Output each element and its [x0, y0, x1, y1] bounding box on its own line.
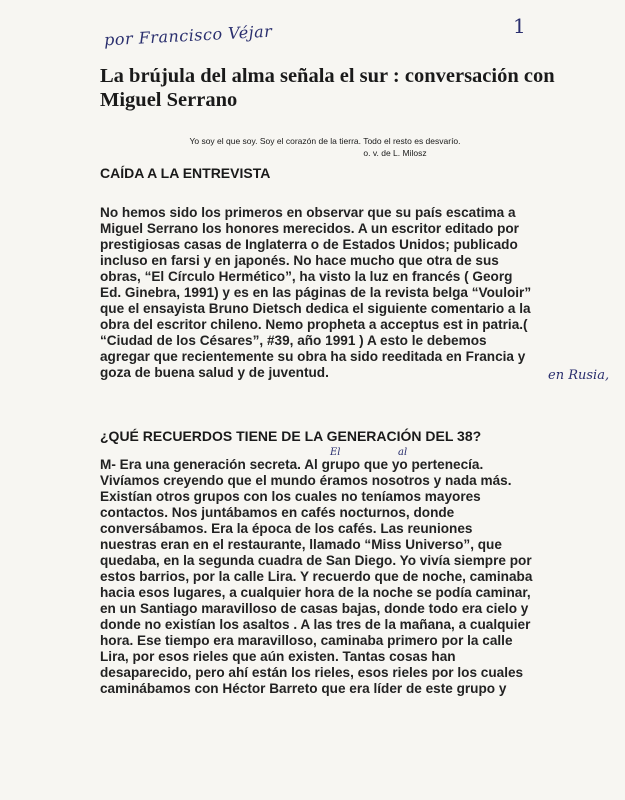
text-line: hacia esos lugares, a cualquier hora de la noche se podía caminar,	[100, 585, 531, 600]
text-line: obra del escritor chileno. Nemo propheta a acceptus est in patria.(	[100, 317, 528, 332]
text-line: Existían otros grupos con los cuales no teníamos mayores	[100, 489, 481, 504]
epigraph	[140, 135, 510, 159]
text-line: donde no existían los asaltos . A las tres de la mañana, a cualquier	[100, 617, 531, 632]
handwritten-author-note: por Francisco Véjar	[103, 21, 273, 50]
section-heading-generacion: ¿QUÉ RECUERDOS TIENE DE LA GENERACIÓN DEL 38?	[100, 428, 482, 444]
text-line: agregar que recientemente su obra ha sido reeditada en Francia y	[100, 349, 526, 364]
text-line: en un Santiago maravilloso de casas bajas, donde todo era cielo y	[100, 601, 529, 616]
section-body-generacion	[100, 457, 533, 697]
epigraph-attribution: o. v. de L. Milosz	[363, 148, 427, 158]
handwritten-insert-rusia: en Rusia,	[548, 368, 610, 383]
text-line: M- Era una generación secreta. Al grupo que yo pertenecía.	[100, 457, 484, 472]
section-body-caida	[100, 205, 532, 381]
text-line: prestigiosas casas de Inglaterra o de Estados Unidos; publicado	[100, 237, 518, 252]
text-line: goza de buena salud y de juventud.	[100, 365, 329, 380]
epigraph-quote: Yo soy el que soy. Soy el corazón de la tierra. Todo el resto es desvarío.	[189, 136, 461, 146]
text-line: Lira, por esos rieles que aún existen. Tantas cosas han	[100, 649, 456, 664]
text-line: “Ciudad de los Césares”, #39, año 1991 ) A esto le debemos	[100, 333, 487, 348]
page-number: 1	[513, 14, 526, 38]
text-line: No hemos sido los primeros en observar que su país escatima a	[100, 205, 516, 220]
text-line: obras, “El Círculo Hermético”, ha visto la luz en francés ( Georg	[100, 269, 513, 284]
text-line: estos barrios, por la calle Lira. Y recuerdo que de noche, caminaba	[100, 569, 533, 584]
section-heading-caida: CAÍDA A LA ENTREVISTA	[100, 165, 271, 181]
text-line: nuestras eran en el restaurante, llamado “Miss Universo”, que	[100, 537, 502, 552]
text-line: quedaba, en la segunda cuadra de San Diego. Yo vivía siempre por	[100, 553, 532, 568]
text-line: hora. Ese tiempo era maravilloso, caminaba primero por la calle	[100, 633, 513, 648]
handwritten-correction-el: El	[330, 447, 341, 458]
text-line: Ed. Ginebra, 1991) y es en las páginas de la revista belga “Vouloir”	[100, 285, 532, 300]
text-line: caminábamos con Héctor Barreto que era líder de este grupo y	[100, 681, 507, 696]
text-line: incluso en farsi y en japonés. No hace mucho que otra de sus	[100, 253, 499, 268]
text-line: conversábamos. Era la época de los cafés. Las reuniones	[100, 521, 473, 536]
text-line: Miguel Serrano los honores merecidos. A un escritor editado por	[100, 221, 519, 236]
text-line: que el ensayista Bruno Dietsch dedica el siguiente comentario a la	[100, 301, 531, 316]
text-line: Vivíamos creyendo que el mundo éramos nosotros y nada más.	[100, 473, 512, 488]
text-line: desaparecido, pero ahí están los rieles, esos rieles por los cuales	[100, 665, 524, 680]
document-title: La brújula del alma señala el sur : conversación con Miguel Serrano	[100, 65, 555, 111]
handwritten-correction-al: al	[398, 447, 408, 458]
text-line: contactos. Nos juntábamos en cafés nocturnos, donde	[100, 505, 455, 520]
